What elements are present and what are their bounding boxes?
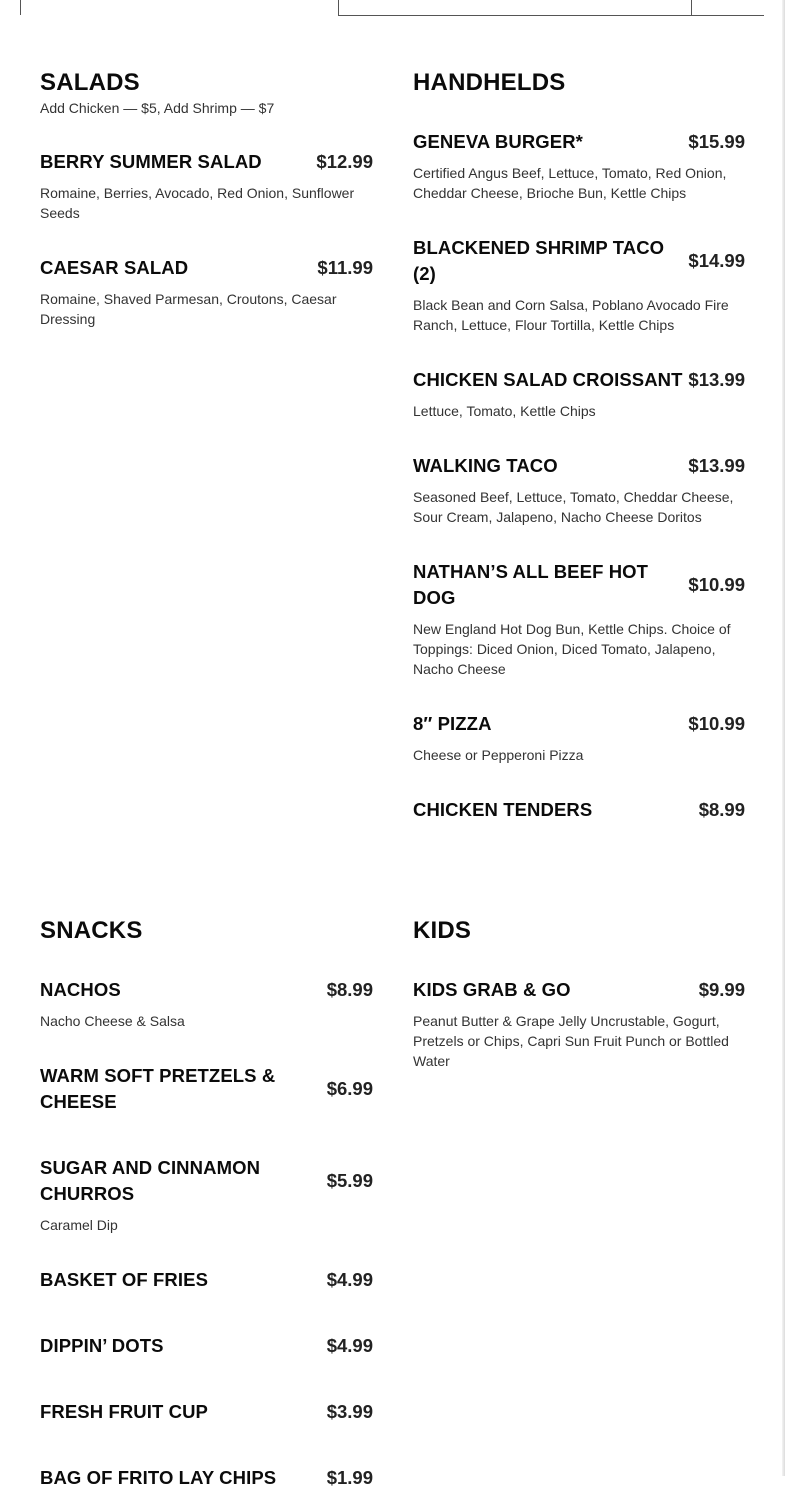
- top-tab-strip: [0, 0, 785, 16]
- item-price: $1.99: [326, 1467, 373, 1488]
- item-price: $15.99: [688, 131, 745, 152]
- menu-item: [40, 1267, 373, 1293]
- section-title: SALADS: [40, 69, 140, 96]
- item-price: $13.99: [688, 455, 745, 476]
- tab-outline-middle: [338, 0, 692, 16]
- item-description: Black Bean and Corn Salsa, Poblano Avocado Fire Ranch, Lettuce, Flour Tortilla, Kettle Chips: [413, 297, 729, 333]
- menu-item: [40, 1063, 373, 1115]
- item-description: Romaine, Berries, Avocado, Red Onion, Sunflower Seeds: [40, 185, 355, 221]
- section-title: HANDHELDS: [413, 69, 566, 96]
- menu-item: [413, 559, 745, 679]
- menu-item: [413, 453, 745, 527]
- section-snacks: [40, 916, 373, 1488]
- item-price: $12.99: [316, 151, 373, 172]
- item-name: NATHAN’S ALL BEEF HOT DOG: [413, 561, 649, 608]
- item-name: BAG OF FRITO LAY CHIPS: [40, 1467, 277, 1488]
- item-price: $8.99: [698, 799, 745, 820]
- item-price: $5.99: [326, 1170, 373, 1191]
- item-price: $10.99: [688, 574, 745, 595]
- item-price: $13.99: [688, 369, 745, 390]
- menu-item: [40, 977, 373, 1031]
- section-salads: [40, 68, 373, 327]
- item-description: Certified Angus Beef, Lettuce, Tomato, Red Onion, Cheddar Cheese, Brioche Bun, Kettle Chips: [413, 165, 727, 201]
- menu-item: [413, 977, 745, 1071]
- item-name: BASKET OF FRIES: [40, 1269, 209, 1290]
- item-name: WARM SOFT PRETZELS & CHEESE: [40, 1065, 276, 1112]
- section-title: SNACKS: [40, 917, 143, 944]
- item-description: Lettuce, Tomato, Kettle Chips: [413, 403, 596, 419]
- item-description: Cheese or Pepperoni Pizza: [413, 747, 584, 763]
- item-price: $6.99: [326, 1078, 373, 1099]
- item-name: BLACKENED SHRIMP TACO (2): [413, 237, 665, 284]
- item-name: FRESH FRUIT CUP: [40, 1401, 208, 1422]
- menu-item: [413, 367, 745, 421]
- item-price: $3.99: [326, 1401, 373, 1422]
- menu-item: [40, 1465, 373, 1491]
- item-price: $11.99: [317, 257, 373, 278]
- item-name: GENEVA BURGER*: [413, 131, 583, 152]
- menu-item: [413, 711, 745, 765]
- menu-item: [40, 149, 373, 223]
- section-handhelds: [413, 68, 745, 820]
- item-price: $14.99: [688, 250, 745, 271]
- section-kids: [413, 916, 745, 1069]
- item-price: $10.99: [688, 713, 745, 734]
- section-title: KIDS: [413, 917, 472, 944]
- tab-outline-right: [690, 0, 764, 16]
- menu-item: [413, 797, 745, 823]
- item-description: Caramel Dip: [40, 1217, 118, 1233]
- item-price: $9.99: [698, 979, 745, 1000]
- menu-item: [413, 235, 745, 335]
- item-price: $4.99: [326, 1335, 373, 1356]
- item-name: SUGAR AND CINNAMON CHURROS: [40, 1157, 261, 1204]
- menu-item: [413, 129, 745, 203]
- menu-item: [40, 1155, 373, 1235]
- item-price: $8.99: [326, 979, 373, 1000]
- item-description: Seasoned Beef, Lettuce, Tomato, Cheddar Cheese, Sour Cream, Jalapeno, Nacho Cheese Doritos: [413, 489, 734, 525]
- item-description: New England Hot Dog Bun, Kettle Chips. Choice of Toppings: Diced Onion, Diced Tomato, Jalapeno, Nacho Cheese: [413, 621, 731, 677]
- item-name: NACHOS: [40, 979, 121, 1000]
- item-name: BERRY SUMMER SALAD: [40, 151, 262, 172]
- item-description: Romaine, Shaved Parmesan, Croutons, Caesar Dressing: [40, 291, 337, 327]
- item-description: Nacho Cheese & Salsa: [40, 1013, 185, 1029]
- section-note: Add Chicken — $5, Add Shrimp — $7: [40, 100, 275, 116]
- item-description: Peanut Butter & Grape Jelly Uncrustable, Gogurt, Pretzels or Chips, Capri Sun Fruit Punch or Bottled Water: [413, 1013, 729, 1069]
- item-price: $4.99: [326, 1269, 373, 1290]
- menu-item: [40, 255, 373, 329]
- item-name: KIDS GRAB & GO: [413, 979, 571, 1000]
- item-name: CHICKEN TENDERS: [413, 799, 593, 820]
- item-name: CHICKEN SALAD CROISSANT: [413, 369, 683, 390]
- item-name: WALKING TACO: [413, 455, 558, 476]
- tab-outline-left: [20, 0, 339, 15]
- item-name: DIPPIN’ DOTS: [40, 1335, 164, 1356]
- item-name: CAESAR SALAD: [40, 257, 189, 278]
- menu-item: [40, 1399, 373, 1425]
- item-name: 8″ PIZZA: [413, 713, 492, 734]
- menu-item: [40, 1333, 373, 1359]
